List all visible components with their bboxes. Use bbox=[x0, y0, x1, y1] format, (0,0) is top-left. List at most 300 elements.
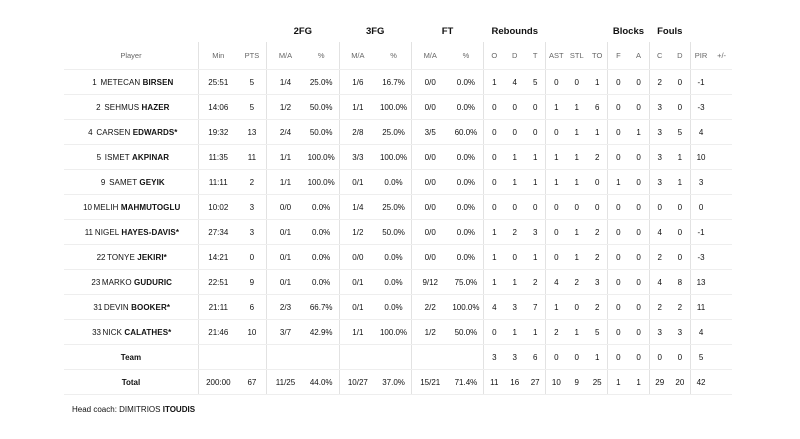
stat-stl: 1 bbox=[566, 145, 587, 170]
stat-a: 0 bbox=[628, 170, 649, 195]
stat-dd: 1 bbox=[670, 145, 691, 170]
table-row bbox=[64, 145, 732, 170]
stat-dd: 8 bbox=[670, 270, 691, 295]
stat-pir: 3 bbox=[690, 170, 711, 195]
stat-min: 22:51 bbox=[198, 270, 237, 295]
stat-pir: 4 bbox=[690, 320, 711, 345]
stat-fg2_pct: 0.0% bbox=[304, 245, 339, 270]
team-dd: 0 bbox=[670, 345, 691, 370]
player-name bbox=[105, 153, 169, 162]
stat-fg3_ma: 0/0 bbox=[339, 245, 376, 270]
stat-o: 0 bbox=[484, 170, 505, 195]
player-name bbox=[94, 203, 181, 212]
col-ast: AST bbox=[546, 42, 567, 70]
player-first-name: NIGEL bbox=[94, 227, 120, 237]
col-2fg-pct: % bbox=[304, 42, 339, 70]
stat-fg3_ma: 0/1 bbox=[339, 295, 376, 320]
stat-ft_ma: 0/0 bbox=[411, 145, 448, 170]
stat-min: 14:21 bbox=[198, 245, 237, 270]
stat-f: 0 bbox=[608, 320, 629, 345]
stat-pir: 4 bbox=[690, 120, 711, 145]
stat-stl: 1 bbox=[566, 120, 587, 145]
table-row bbox=[64, 270, 732, 295]
team-row bbox=[64, 345, 732, 370]
stat-d: 1 bbox=[504, 270, 525, 295]
stat-dd: 3 bbox=[670, 320, 691, 345]
stat-stl: 1 bbox=[566, 220, 587, 245]
col-blk-a: A bbox=[628, 42, 649, 70]
table-row bbox=[64, 95, 732, 120]
player-last-name: HAZER bbox=[141, 102, 170, 112]
player-cell bbox=[64, 320, 198, 345]
player-name bbox=[96, 128, 177, 137]
stat-min: 21:11 bbox=[198, 295, 237, 320]
stat-t: 7 bbox=[525, 295, 546, 320]
stat-fg2_pct: 0.0% bbox=[304, 195, 339, 220]
stat-min: 25:51 bbox=[198, 70, 237, 95]
stat-dd: 0 bbox=[670, 70, 691, 95]
stat-t: 0 bbox=[525, 195, 546, 220]
team-ast: 0 bbox=[546, 345, 567, 370]
stat-ast: 1 bbox=[546, 295, 567, 320]
total-2fg-pct: 44.0% bbox=[304, 370, 339, 395]
stat-a: 0 bbox=[628, 95, 649, 120]
stat-min: 19:32 bbox=[198, 120, 237, 145]
stat-fg3_ma: 1/1 bbox=[339, 320, 376, 345]
stat-c: 2 bbox=[649, 70, 670, 95]
player-first-name: ISMET bbox=[104, 152, 130, 162]
col-min: Min bbox=[198, 42, 237, 70]
stat-to: 2 bbox=[587, 295, 608, 320]
stat-f: 0 bbox=[608, 270, 629, 295]
stat-ft_pct: 0.0% bbox=[449, 70, 484, 95]
player-last-name: BIRSEN bbox=[142, 77, 174, 87]
player-cell bbox=[64, 270, 198, 295]
player-first-name: SEHMUS bbox=[104, 102, 140, 112]
player-last-name: AKPINAR bbox=[131, 152, 170, 162]
stat-ast: 0 bbox=[546, 70, 567, 95]
stat-t: 1 bbox=[525, 170, 546, 195]
group-rebounds: Rebounds bbox=[491, 25, 538, 37]
stat-to: 0 bbox=[587, 170, 608, 195]
player-first-name: MARKO bbox=[101, 277, 132, 287]
player-number: 22 bbox=[96, 252, 106, 262]
stat-dd: 0 bbox=[670, 245, 691, 270]
stat-t: 1 bbox=[525, 320, 546, 345]
total-t: 27 bbox=[525, 370, 546, 395]
col-3fg-ma: M/A bbox=[339, 42, 376, 70]
stat-pm bbox=[711, 95, 732, 120]
player-number: 33 bbox=[92, 327, 101, 337]
stat-t: 1 bbox=[525, 245, 546, 270]
stat-ast: 0 bbox=[546, 195, 567, 220]
total-ft-pct: 71.4% bbox=[449, 370, 484, 395]
stat-min: 27:34 bbox=[198, 220, 237, 245]
stat-a: 0 bbox=[628, 220, 649, 245]
player-number: 9 bbox=[100, 177, 106, 187]
stat-t: 0 bbox=[525, 120, 546, 145]
stat-t: 3 bbox=[525, 220, 546, 245]
player-first-name: NICK bbox=[102, 327, 123, 337]
player-rows bbox=[64, 70, 732, 345]
player-number: 11 bbox=[84, 227, 93, 237]
total-f: 1 bbox=[608, 370, 629, 395]
stat-fg3_pct: 0.0% bbox=[376, 295, 411, 320]
player-name bbox=[104, 303, 170, 312]
table-row bbox=[64, 70, 732, 95]
player-cell bbox=[64, 220, 198, 245]
stat-fg2_pct: 66.7% bbox=[304, 295, 339, 320]
stat-fg2_ma: 0/1 bbox=[267, 270, 304, 295]
stat-ft_ma: 3/5 bbox=[411, 120, 448, 145]
stat-d: 1 bbox=[504, 145, 525, 170]
stat-t: 0 bbox=[525, 95, 546, 120]
stat-d: 0 bbox=[504, 245, 525, 270]
stat-c: 3 bbox=[649, 170, 670, 195]
player-first-name: TONYE bbox=[107, 252, 135, 262]
stat-c: 4 bbox=[649, 220, 670, 245]
stat-pm bbox=[711, 295, 732, 320]
stat-c: 3 bbox=[649, 320, 670, 345]
stat-ft_ma: 0/0 bbox=[411, 170, 448, 195]
col-to: TO bbox=[587, 42, 608, 70]
stat-f: 0 bbox=[608, 145, 629, 170]
stat-fg3_pct: 25.0% bbox=[376, 120, 411, 145]
stat-f: 0 bbox=[608, 220, 629, 245]
stat-t: 2 bbox=[525, 270, 546, 295]
col-fouls-d: D bbox=[670, 42, 691, 70]
total-3fg-pct: 37.0% bbox=[376, 370, 411, 395]
stat-pm bbox=[711, 270, 732, 295]
stat-f: 1 bbox=[608, 170, 629, 195]
head-coach-last: ITOUDIS bbox=[162, 405, 196, 414]
stat-fg2_pct: 25.0% bbox=[304, 70, 339, 95]
stat-pm bbox=[711, 195, 732, 220]
stat-pts: 11 bbox=[238, 145, 267, 170]
total-ft-ma: 15/21 bbox=[411, 370, 448, 395]
stat-d: 4 bbox=[504, 70, 525, 95]
stat-d: 1 bbox=[504, 170, 525, 195]
stat-ast: 1 bbox=[546, 145, 567, 170]
stat-fg3_pct: 100.0% bbox=[376, 145, 411, 170]
stat-o: 0 bbox=[484, 95, 505, 120]
stat-ft_ma: 1/2 bbox=[411, 320, 448, 345]
total-ast: 10 bbox=[546, 370, 567, 395]
total-label: Total bbox=[64, 370, 198, 395]
stat-fg3_pct: 100.0% bbox=[376, 320, 411, 345]
stat-stl: 1 bbox=[566, 320, 587, 345]
stat-d: 3 bbox=[504, 295, 525, 320]
col-stl: STL bbox=[566, 42, 587, 70]
player-last-name: JEKIRI* bbox=[137, 252, 167, 262]
stat-to: 1 bbox=[587, 70, 608, 95]
stat-fg2_ma: 2/3 bbox=[267, 295, 304, 320]
stat-min: 11:35 bbox=[198, 145, 237, 170]
player-number: 31 bbox=[93, 302, 103, 312]
player-cell bbox=[64, 245, 198, 270]
stat-pm bbox=[711, 70, 732, 95]
stat-ft_ma: 9/12 bbox=[411, 270, 448, 295]
stat-ft_ma: 2/2 bbox=[411, 295, 448, 320]
stat-a: 0 bbox=[628, 195, 649, 220]
stat-stl: 1 bbox=[566, 245, 587, 270]
stat-a: 0 bbox=[628, 145, 649, 170]
stat-pm bbox=[711, 120, 732, 145]
player-last-name: GUDURIC bbox=[134, 277, 173, 287]
player-first-name: CARSEN bbox=[96, 127, 131, 137]
head-coach-label: Head coach: bbox=[72, 405, 117, 414]
stat-o: 0 bbox=[484, 195, 505, 220]
stat-fg2_ma: 1/1 bbox=[267, 170, 304, 195]
team-a: 0 bbox=[628, 345, 649, 370]
stat-pir: 11 bbox=[690, 295, 711, 320]
player-first-name: SAMET bbox=[109, 177, 138, 187]
stat-dd: 0 bbox=[670, 220, 691, 245]
stat-f: 0 bbox=[608, 195, 629, 220]
player-cell bbox=[64, 195, 198, 220]
stat-to: 6 bbox=[587, 95, 608, 120]
total-min: 200:00 bbox=[198, 370, 237, 395]
stat-o: 1 bbox=[484, 220, 505, 245]
team-f: 0 bbox=[608, 345, 629, 370]
stat-dd: 0 bbox=[670, 195, 691, 220]
stat-pir: -1 bbox=[690, 70, 711, 95]
table-row bbox=[64, 195, 732, 220]
stat-fg3_pct: 0.0% bbox=[376, 170, 411, 195]
stat-ft_pct: 60.0% bbox=[449, 120, 484, 145]
team-o: 3 bbox=[484, 345, 505, 370]
stat-to: 2 bbox=[587, 145, 608, 170]
col-plus-minus: +/- bbox=[711, 42, 732, 70]
stat-min: 11:11 bbox=[198, 170, 237, 195]
stat-ft_ma: 0/0 bbox=[411, 195, 448, 220]
stat-o: 0 bbox=[484, 120, 505, 145]
stat-to: 2 bbox=[587, 220, 608, 245]
stat-pm bbox=[711, 170, 732, 195]
stat-ft_pct: 0.0% bbox=[449, 220, 484, 245]
total-to: 25 bbox=[587, 370, 608, 395]
stat-o: 0 bbox=[484, 145, 505, 170]
stat-fg2_ma: 1/4 bbox=[267, 70, 304, 95]
stat-pir: -3 bbox=[690, 245, 711, 270]
col-blk-f: F bbox=[608, 42, 629, 70]
total-o: 11 bbox=[484, 370, 505, 395]
stat-to: 2 bbox=[587, 245, 608, 270]
head-coach-first: DIMITRIOS bbox=[119, 405, 161, 414]
total-3fg-ma: 10/27 bbox=[339, 370, 376, 395]
stat-a: 0 bbox=[628, 245, 649, 270]
stat-d: 0 bbox=[504, 120, 525, 145]
player-cell bbox=[64, 295, 198, 320]
stat-a: 0 bbox=[628, 270, 649, 295]
stat-ft_pct: 0.0% bbox=[449, 145, 484, 170]
total-c: 29 bbox=[649, 370, 670, 395]
stat-ft_pct: 100.0% bbox=[449, 295, 484, 320]
stat-pm bbox=[711, 320, 732, 345]
player-cell bbox=[64, 145, 198, 170]
col-reb-o: O bbox=[484, 42, 505, 70]
player-number: 2 bbox=[96, 102, 101, 112]
table-row bbox=[64, 320, 732, 345]
col-fouls-c: C bbox=[649, 42, 670, 70]
stat-min: 14:06 bbox=[198, 95, 237, 120]
column-header-row bbox=[64, 42, 732, 70]
stat-c: 2 bbox=[649, 295, 670, 320]
stat-pts: 9 bbox=[238, 270, 267, 295]
stat-pm bbox=[711, 245, 732, 270]
stat-ast: 2 bbox=[546, 320, 567, 345]
stat-fg3_ma: 1/2 bbox=[339, 220, 376, 245]
stat-fg2_ma: 0/0 bbox=[267, 195, 304, 220]
stat-dd: 1 bbox=[670, 170, 691, 195]
stat-ast: 1 bbox=[546, 170, 567, 195]
team-pir: 5 bbox=[690, 345, 711, 370]
player-cell bbox=[64, 95, 198, 120]
group-blocks: Blocks bbox=[612, 25, 645, 37]
stat-fg3_ma: 2/8 bbox=[339, 120, 376, 145]
stat-fg2_ma: 1/2 bbox=[267, 95, 304, 120]
player-first-name: DEVIN bbox=[103, 302, 129, 312]
stat-to: 3 bbox=[587, 270, 608, 295]
stat-ft_pct: 0.0% bbox=[449, 95, 484, 120]
player-cell bbox=[64, 120, 198, 145]
stat-pts: 6 bbox=[238, 295, 267, 320]
player-number: 4 bbox=[88, 127, 93, 137]
player-name bbox=[100, 78, 173, 87]
player-number: 10 bbox=[83, 202, 92, 212]
stat-ft_pct: 0.0% bbox=[449, 245, 484, 270]
stat-ft_ma: 0/0 bbox=[411, 245, 448, 270]
player-name bbox=[102, 278, 172, 287]
player-first-name: MELIH bbox=[93, 202, 119, 212]
table-row bbox=[64, 220, 732, 245]
stat-pts: 0 bbox=[238, 245, 267, 270]
player-name bbox=[109, 178, 165, 187]
stat-fg2_ma: 2/4 bbox=[267, 120, 304, 145]
col-pir: PIR bbox=[690, 42, 711, 70]
group-header-row bbox=[64, 20, 732, 42]
player-last-name: BOOKER* bbox=[131, 302, 171, 312]
col-ft-pct: % bbox=[449, 42, 484, 70]
stat-ft_pct: 75.0% bbox=[449, 270, 484, 295]
col-player: Player bbox=[64, 42, 198, 70]
stat-f: 0 bbox=[608, 70, 629, 95]
stat-min: 10:02 bbox=[198, 195, 237, 220]
stat-pts: 13 bbox=[238, 120, 267, 145]
team-stl: 0 bbox=[566, 345, 587, 370]
player-name bbox=[104, 103, 169, 112]
stat-d: 1 bbox=[504, 320, 525, 345]
stat-min: 21:46 bbox=[198, 320, 237, 345]
stat-fg3_pct: 0.0% bbox=[376, 270, 411, 295]
table-row bbox=[64, 170, 732, 195]
player-last-name: EDWARDS* bbox=[132, 127, 178, 137]
player-name bbox=[95, 228, 179, 237]
group-3fg: 3FG bbox=[365, 25, 385, 37]
stat-stl: 1 bbox=[566, 170, 587, 195]
stat-pm bbox=[711, 145, 732, 170]
stat-f: 0 bbox=[608, 245, 629, 270]
stat-ft_pct: 0.0% bbox=[449, 195, 484, 220]
player-number: 1 bbox=[92, 77, 97, 87]
stat-fg2_pct: 42.9% bbox=[304, 320, 339, 345]
stat-fg2_pct: 50.0% bbox=[304, 120, 339, 145]
stat-fg3_pct: 25.0% bbox=[376, 195, 411, 220]
stat-c: 3 bbox=[649, 120, 670, 145]
stat-a: 0 bbox=[628, 295, 649, 320]
stat-fg3_ma: 3/3 bbox=[339, 145, 376, 170]
stat-stl: 0 bbox=[566, 195, 587, 220]
stat-fg2_pct: 50.0% bbox=[304, 95, 339, 120]
col-3fg-pct: % bbox=[376, 42, 411, 70]
stat-dd: 5 bbox=[670, 120, 691, 145]
stat-fg2_ma: 1/1 bbox=[267, 145, 304, 170]
stat-fg3_ma: 1/6 bbox=[339, 70, 376, 95]
total-2fg-ma: 11/25 bbox=[267, 370, 304, 395]
head-coach bbox=[72, 405, 195, 414]
stat-fg2_ma: 0/1 bbox=[267, 245, 304, 270]
stat-fg2_pct: 0.0% bbox=[304, 220, 339, 245]
stat-fg2_pct: 100.0% bbox=[304, 145, 339, 170]
stat-ft_ma: 0/0 bbox=[411, 95, 448, 120]
stat-ast: 0 bbox=[546, 220, 567, 245]
stat-ast: 1 bbox=[546, 95, 567, 120]
stat-pts: 3 bbox=[238, 220, 267, 245]
stat-fg3_ma: 1/1 bbox=[339, 95, 376, 120]
stat-fg3_pct: 16.7% bbox=[376, 70, 411, 95]
player-first-name: METECAN bbox=[100, 77, 141, 87]
stat-ft_ma: 0/0 bbox=[411, 220, 448, 245]
stat-dd: 0 bbox=[670, 95, 691, 120]
stat-pts: 3 bbox=[238, 195, 267, 220]
stat-pir: 13 bbox=[690, 270, 711, 295]
team-label: Team bbox=[64, 345, 198, 370]
stat-a: 0 bbox=[628, 70, 649, 95]
stat-t: 1 bbox=[525, 145, 546, 170]
stat-ast: 4 bbox=[546, 270, 567, 295]
stat-fg3_pct: 50.0% bbox=[376, 220, 411, 245]
stat-t: 5 bbox=[525, 70, 546, 95]
player-cell bbox=[64, 170, 198, 195]
total-d: 16 bbox=[504, 370, 525, 395]
stat-c: 0 bbox=[649, 195, 670, 220]
stat-to: 1 bbox=[587, 120, 608, 145]
team-t: 6 bbox=[525, 345, 546, 370]
stat-o: 4 bbox=[484, 295, 505, 320]
stat-c: 3 bbox=[649, 95, 670, 120]
stat-ast: 0 bbox=[546, 120, 567, 145]
total-a: 1 bbox=[628, 370, 649, 395]
stat-a: 0 bbox=[628, 320, 649, 345]
col-2fg-ma: M/A bbox=[267, 42, 304, 70]
stat-fg2_ma: 0/1 bbox=[267, 220, 304, 245]
stat-fg3_pct: 0.0% bbox=[376, 245, 411, 270]
team-to: 1 bbox=[587, 345, 608, 370]
table-row bbox=[64, 295, 732, 320]
group-2fg: 2FG bbox=[293, 25, 313, 37]
stat-f: 0 bbox=[608, 295, 629, 320]
group-ft: FT bbox=[441, 25, 454, 37]
stat-pts: 5 bbox=[238, 95, 267, 120]
col-pts: PTS bbox=[238, 42, 267, 70]
stat-d: 0 bbox=[504, 195, 525, 220]
stat-ft_pct: 50.0% bbox=[449, 320, 484, 345]
stat-pir: -1 bbox=[690, 220, 711, 245]
stat-o: 0 bbox=[484, 320, 505, 345]
stat-stl: 1 bbox=[566, 95, 587, 120]
player-last-name: CALATHES* bbox=[124, 327, 172, 337]
stat-fg2_ma: 3/7 bbox=[267, 320, 304, 345]
